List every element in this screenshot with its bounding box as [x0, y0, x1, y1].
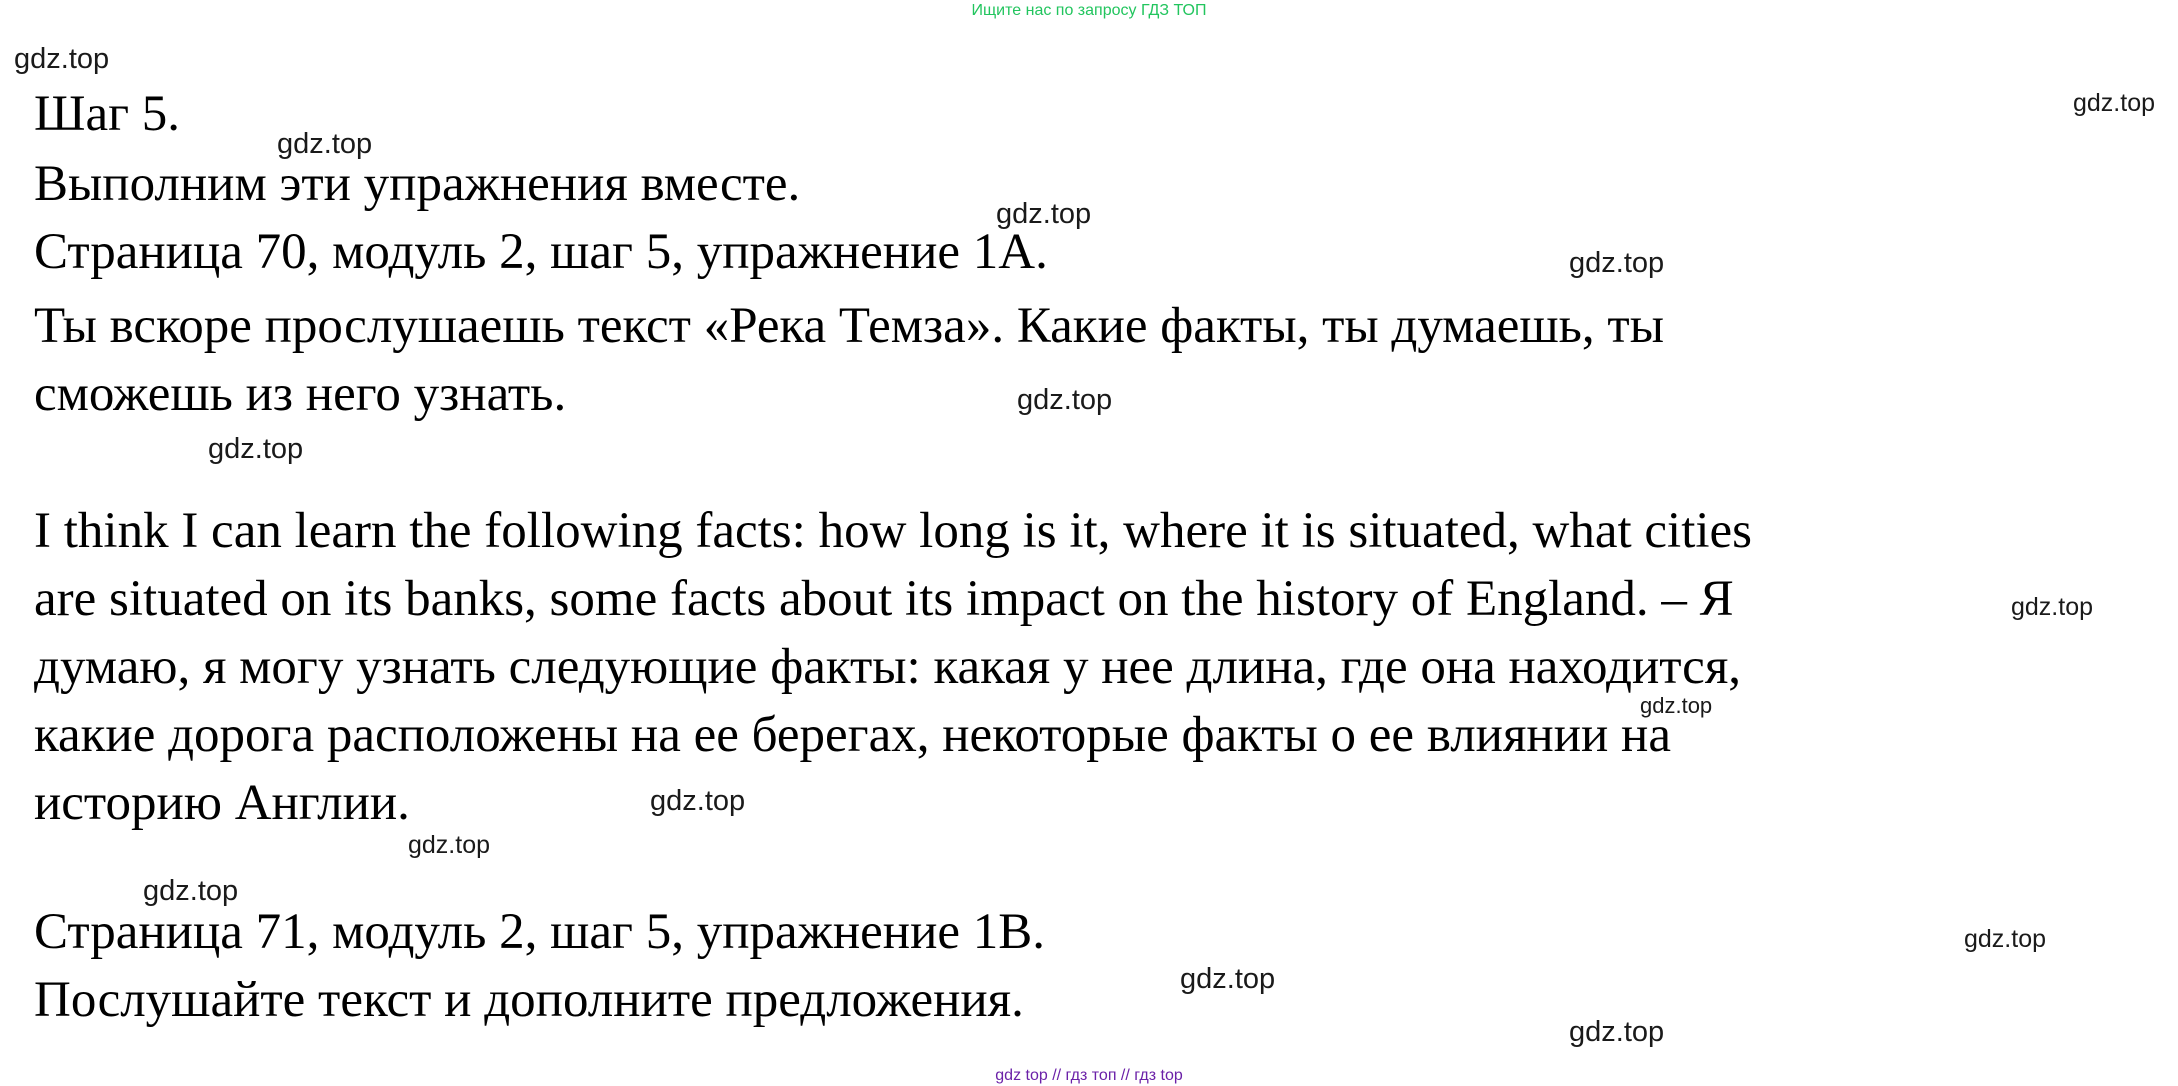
watermark: gdz.top: [277, 128, 373, 160]
watermark: gdz.top: [14, 43, 110, 75]
intro-text: Выполним эти упражнения вместе.: [34, 156, 801, 212]
exercise-1b-title: Страница 71, модуль 2, шаг 5, упражнение 1В.: [34, 904, 1046, 960]
watermark: gdz.top: [408, 831, 491, 859]
watermark: gdz.top: [2073, 89, 2156, 117]
exercise-1b-task: Послушайте текст и дополните предложения.: [34, 972, 1024, 1028]
watermark: gdz.top: [1180, 963, 1276, 995]
watermark: gdz.top: [1640, 693, 1713, 718]
watermark: gdz.top: [1569, 247, 1665, 279]
watermark: gdz.top: [1017, 384, 1113, 416]
footer-watermark: gdz top // гдз топ // гдз top: [995, 1067, 1183, 1084]
watermark: gdz.top: [1569, 1016, 1665, 1048]
step-heading: Шаг 5.: [34, 86, 181, 142]
exercise-1a-title: Страница 70, модуль 2, шаг 5, упражнение 1А.: [34, 224, 1048, 280]
search-banner: Ищите нас по запросу ГДЗ ТОП: [971, 2, 1207, 19]
watermark: gdz.top: [650, 785, 746, 817]
watermark: gdz.top: [996, 198, 1092, 230]
watermark: gdz.top: [143, 875, 239, 907]
watermark: gdz.top: [1964, 925, 2047, 953]
watermark: gdz.top: [2011, 593, 2094, 621]
exercise-1a-answer: I think I can learn the following facts: how long is it, where it is situated, what cities are situated on its banks, some facts about its impact on the history of England. – Я думаю, я могу узнать следующие факты: какая у нее длина, где она находится, какие дорога расположены на ее берегах, некоторые факты о ее влиянии на историю Англии.: [34, 503, 1753, 831]
exercise-1a-task: Ты вскоре прослушаешь текст «Река Темза». Какие факты, ты думаешь, ты сможешь из него узнать.: [34, 298, 1664, 422]
watermark: gdz.top: [208, 433, 304, 465]
